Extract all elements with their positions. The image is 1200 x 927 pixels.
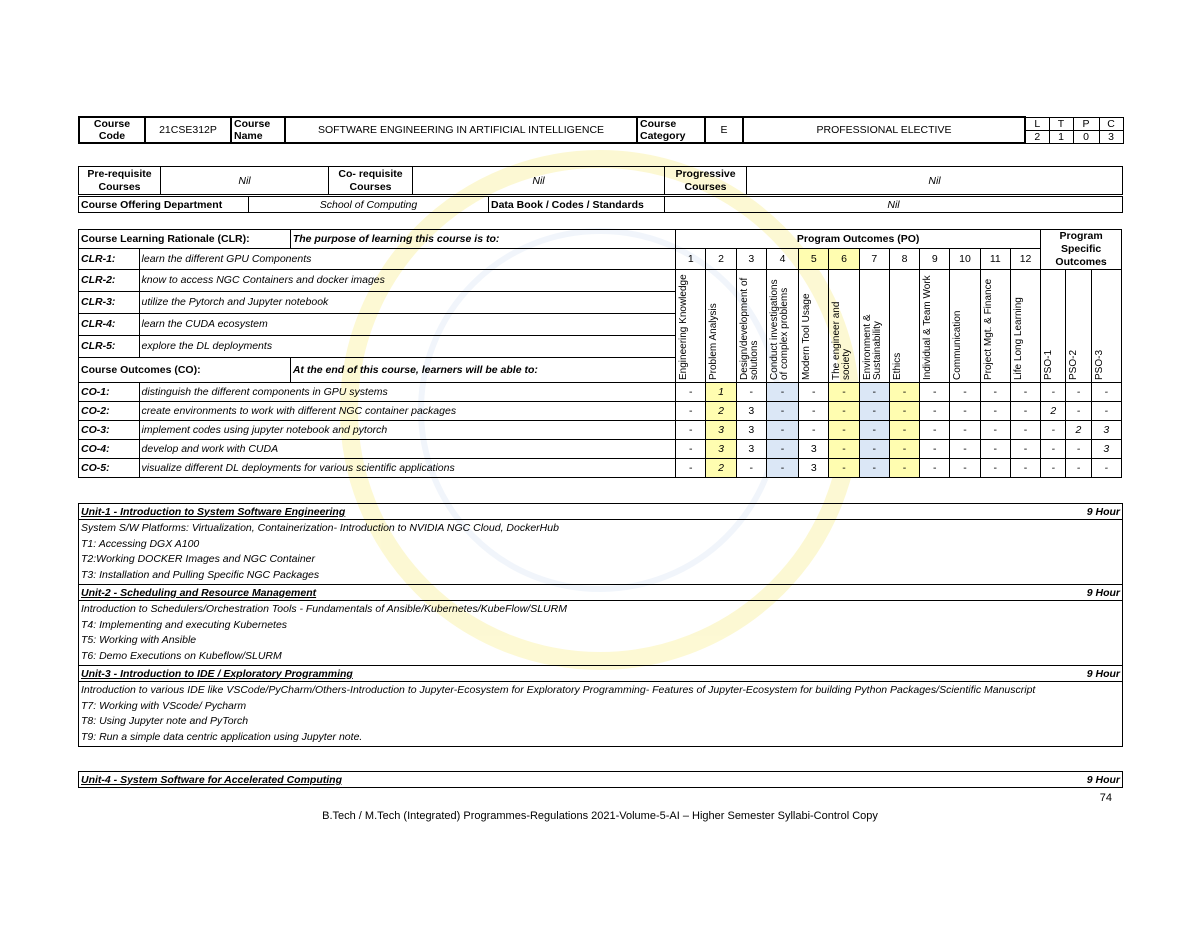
- co-po-value: -: [980, 440, 1010, 459]
- unit-practical-line: T8: Using Jupyter note and PyTorch: [81, 715, 249, 727]
- co-po-value: -: [766, 440, 798, 459]
- unit-practical-line: T2:Working DOCKER Images and NGC Container: [81, 553, 315, 565]
- co-code: CO-4:: [79, 440, 140, 459]
- co-po-value: -: [980, 402, 1010, 421]
- co-po-value: -: [920, 383, 950, 402]
- co-row: [79, 402, 1122, 421]
- co-po-value: -: [1010, 459, 1040, 478]
- ltpc-label-p: P: [1073, 117, 1099, 130]
- co-code: CO-2:: [79, 402, 140, 421]
- clr-text: explore the DL deployments: [139, 335, 676, 357]
- co-po-value: -: [920, 459, 950, 478]
- unit-title: Unit-4 - System Software for Accelerated Computing: [79, 772, 1059, 788]
- co-po-value: -: [829, 459, 859, 478]
- co-text: develop and work with CUDA: [139, 440, 676, 459]
- unit-topic-line: Introduction to various IDE like VSCode/PyCharm/Others-Introduction to Jupyter-Ecosystem for Exploratory Programming- Features of Jupyter-Ecosystem for building Python Packages/Scientific Manuscript: [81, 684, 1036, 696]
- course-code: 21CSE312P: [145, 117, 231, 143]
- unit-hours: 9 Hour: [1059, 585, 1123, 601]
- co-code: CO-3:: [79, 421, 140, 440]
- po-number: 10: [950, 249, 980, 270]
- co-po-value: -: [799, 402, 829, 421]
- coreq-label: Co- requisite Courses: [329, 167, 413, 195]
- co-po-value: -: [1041, 421, 1066, 440]
- co-po-value: -: [799, 383, 829, 402]
- unit-header-row: [79, 504, 1123, 520]
- unit-body: [79, 520, 1123, 585]
- po-number: 8: [889, 249, 919, 270]
- co-row: [79, 459, 1122, 478]
- course-code-label: Course Code: [79, 117, 145, 143]
- co-po-value: -: [1066, 459, 1091, 478]
- co-text: implement codes using jupyter notebook and pytorch: [139, 421, 676, 440]
- unit-practical-line: T6: Demo Executions on Kubeflow/SLURM: [81, 649, 282, 662]
- co-po-value: -: [676, 440, 706, 459]
- co-po-value: -: [736, 383, 766, 402]
- po-number: 6: [829, 249, 859, 270]
- co-po-value: -: [1010, 402, 1040, 421]
- co-po-value: -: [676, 402, 706, 421]
- co-po-value: 3: [1091, 440, 1121, 459]
- unit-body-row: [79, 520, 1123, 585]
- ltpc-value-p: 0: [1073, 130, 1099, 143]
- clr-text: utilize the Pytorch and Jupyter notebook: [139, 291, 676, 313]
- co-po-value: -: [859, 383, 889, 402]
- footer-text: B.Tech / M.Tech (Integrated) Programmes-Regulations 2021-Volume-5-AI – Higher Semester Syllabi-Control Copy: [322, 810, 878, 822]
- co-po-value: 3: [799, 459, 829, 478]
- course-category-label: Course Category: [637, 117, 705, 143]
- co-po-value: -: [920, 440, 950, 459]
- unit-practical-line: T7: Working with VScode/ Pycharm: [81, 699, 247, 712]
- co-po-value: 3: [706, 421, 736, 440]
- co-row: [79, 421, 1122, 440]
- po-name: The engineer and society: [829, 270, 859, 383]
- co-po-value: -: [829, 421, 859, 440]
- co-po-value: 3: [799, 440, 829, 459]
- po-number: 11: [980, 249, 1010, 270]
- co-po-value: -: [766, 459, 798, 478]
- co-po-value: -: [950, 421, 980, 440]
- po-number: 7: [859, 249, 889, 270]
- co-po-value: -: [950, 459, 980, 478]
- po-number: 4: [766, 249, 798, 270]
- clr-code: CLR-3:: [79, 291, 140, 313]
- pso-name: PSO-3: [1091, 270, 1121, 383]
- co-po-value: -: [889, 459, 919, 478]
- course-category: E: [705, 117, 743, 143]
- co-po-value: -: [1091, 402, 1121, 421]
- unit-topic-line: System S/W Platforms: Virtualization, Containerization- Introduction to NVIDIA NGC Cloud, DockerHub: [81, 522, 559, 534]
- co-end-label: At the end of this course, learners will be able to:: [290, 357, 675, 382]
- po-name: Life Long Learning: [1010, 270, 1040, 383]
- ltpc-label-c: C: [1099, 117, 1123, 130]
- clr-code: CLR-4:: [79, 313, 140, 335]
- unit-hours: 9 Hour: [1059, 666, 1123, 682]
- po-name: Environment & Sustainability: [859, 270, 889, 383]
- po-number: 3: [736, 249, 766, 270]
- outcomes-matrix: [78, 229, 1122, 478]
- po-name: Conduct investigations of complex problems: [766, 270, 798, 383]
- co-po-value: -: [676, 459, 706, 478]
- co-po-value: -: [1010, 440, 1040, 459]
- co-po-value: -: [1010, 383, 1040, 402]
- po-name: Communication: [950, 270, 980, 383]
- clr-code: CLR-1:: [79, 249, 140, 270]
- clr-text: know to access NGC Containers and docker images: [139, 270, 676, 292]
- co-po-value: -: [889, 402, 919, 421]
- co-code: CO-5:: [79, 459, 140, 478]
- ltpc-value-c: 3: [1099, 130, 1123, 143]
- unit-practical-line: T3: Installation and Pulling Specific NGC Packages: [81, 568, 320, 581]
- po-number: 12: [1010, 249, 1040, 270]
- clr-text: learn the CUDA ecosystem: [139, 313, 676, 335]
- co-po-value: -: [950, 440, 980, 459]
- po-name: Design/development of solutions: [736, 270, 766, 383]
- co-po-value: 3: [706, 440, 736, 459]
- po-name: Problem Analysis: [706, 270, 736, 383]
- po-name: Individual & Team Work: [920, 270, 950, 383]
- co-header-label: Course Outcomes (CO):: [79, 357, 291, 382]
- po-number: 5: [799, 249, 829, 270]
- unit-title: Unit-1 - Introduction to System Software Engineering: [79, 504, 1059, 520]
- dept-value: School of Computing: [249, 197, 489, 213]
- co-po-value: 2: [1041, 402, 1066, 421]
- ltpc-value-t: 1: [1049, 130, 1073, 143]
- progressive-label: Progressive Courses: [665, 167, 747, 195]
- coreq-value: Nil: [413, 167, 665, 195]
- unit-topic-line: Introduction to Schedulers/Orchestration Tools - Fundamentals of Ansible/Kubernetes/KubeFlow/SLURM: [81, 603, 567, 615]
- co-po-value: -: [1091, 383, 1121, 402]
- units-table: [78, 503, 1123, 747]
- unit-body-row: [79, 601, 1123, 666]
- unit-practical-line: T9: Run a simple data centric application using Jupyter note.: [81, 730, 363, 743]
- unit-title: Unit-3 - Introduction to IDE / Exploratory Programming: [79, 666, 1059, 682]
- co-po-value: -: [859, 421, 889, 440]
- co-po-value: -: [889, 383, 919, 402]
- unit-4-table: [78, 771, 1123, 788]
- co-po-value: 3: [1091, 421, 1121, 440]
- course-name: SOFTWARE ENGINEERING IN ARTIFICIAL INTELLIGENCE: [285, 117, 637, 143]
- co-po-value: -: [829, 383, 859, 402]
- po-header: Program Outcomes (PO): [676, 230, 1041, 249]
- prereq-label: Pre-requisite Courses: [79, 167, 161, 195]
- po-name: Ethics: [889, 270, 919, 383]
- co-po-value: -: [920, 402, 950, 421]
- pso-name: PSO-1: [1041, 270, 1066, 383]
- co-po-value: -: [799, 421, 829, 440]
- co-po-value: 3: [736, 421, 766, 440]
- po-number: 2: [706, 249, 736, 270]
- databook-value: Nil: [665, 197, 1123, 213]
- co-po-value: -: [859, 459, 889, 478]
- co-po-value: -: [889, 440, 919, 459]
- ltpc-label-t: T: [1049, 117, 1073, 130]
- co-po-value: -: [1041, 383, 1066, 402]
- po-name: Project Mgt. & Finance: [980, 270, 1010, 383]
- co-po-value: -: [889, 421, 919, 440]
- co-po-value: -: [1091, 459, 1121, 478]
- pso-name: PSO-2: [1066, 270, 1091, 383]
- co-po-value: 3: [736, 402, 766, 421]
- co-po-value: -: [920, 421, 950, 440]
- clr-text: learn the different GPU Components: [139, 249, 676, 270]
- co-po-value: -: [676, 383, 706, 402]
- co-po-value: -: [1066, 440, 1091, 459]
- clr-code: CLR-5:: [79, 335, 140, 357]
- page-number: 74: [1099, 792, 1112, 804]
- co-po-value: -: [1041, 459, 1066, 478]
- po-name: Engineering Knowledge: [676, 270, 706, 383]
- unit-header-row: [79, 666, 1123, 682]
- category-name: PROFESSIONAL ELECTIVE: [743, 117, 1025, 143]
- co-po-value: -: [1066, 383, 1091, 402]
- course-header-table: [78, 116, 1124, 144]
- clr-code: CLR-2:: [79, 270, 140, 292]
- co-po-value: -: [1010, 421, 1040, 440]
- unit-hours: 9 Hour: [1059, 772, 1123, 788]
- co-row: [79, 440, 1122, 459]
- co-po-value: -: [980, 383, 1010, 402]
- co-po-value: -: [980, 459, 1010, 478]
- co-po-value: -: [859, 402, 889, 421]
- unit-body: [79, 601, 1123, 666]
- co-po-value: -: [829, 402, 859, 421]
- co-po-value: -: [736, 459, 766, 478]
- unit-body: [79, 682, 1123, 747]
- prereq-value: Nil: [161, 167, 329, 195]
- co-po-value: -: [1041, 440, 1066, 459]
- co-po-value: 1: [706, 383, 736, 402]
- clr-purpose-label: The purpose of learning this course is to:: [290, 230, 675, 249]
- po-number: 9: [920, 249, 950, 270]
- co-rows: [79, 383, 1122, 478]
- co-text: distinguish the different components in GPU systems: [139, 383, 676, 402]
- po-number: 1: [676, 249, 706, 270]
- databook-label: Data Book / Codes / Standards: [489, 197, 665, 213]
- ltpc-label-l: L: [1025, 117, 1049, 130]
- unit-hours: 9 Hour: [1059, 504, 1123, 520]
- co-po-value: -: [676, 421, 706, 440]
- co-po-value: -: [859, 440, 889, 459]
- course-name-label: Course Name: [231, 117, 285, 143]
- co-po-value: -: [1066, 402, 1091, 421]
- co-po-value: -: [950, 383, 980, 402]
- prerequisite-table: [78, 166, 1123, 195]
- co-po-value: 2: [706, 402, 736, 421]
- co-po-value: -: [950, 402, 980, 421]
- co-po-value: 2: [1066, 421, 1091, 440]
- co-code: CO-1:: [79, 383, 140, 402]
- co-text: visualize different DL deployments for various scientific applications: [139, 459, 676, 478]
- unit-body-row: [79, 682, 1123, 747]
- co-po-value: -: [766, 421, 798, 440]
- ltpc-value-l: 2: [1025, 130, 1049, 143]
- unit-practical-line: T1: Accessing DGX A100: [81, 537, 200, 550]
- progressive-value: Nil: [747, 167, 1123, 195]
- co-po-value: 2: [706, 459, 736, 478]
- department-table: [78, 196, 1123, 213]
- dept-label: Course Offering Department: [79, 197, 249, 213]
- unit-title: Unit-2 - Scheduling and Resource Management: [79, 585, 1059, 601]
- co-po-value: -: [766, 402, 798, 421]
- unit-practical-line: T5: Working with Ansible: [81, 634, 197, 646]
- co-po-value: -: [766, 383, 798, 402]
- co-po-value: -: [829, 440, 859, 459]
- co-po-value: -: [980, 421, 1010, 440]
- unit-header-row: [79, 585, 1123, 601]
- co-po-value: 3: [736, 440, 766, 459]
- co-text: create environments to work with different NGC container packages: [139, 402, 676, 421]
- co-row: [79, 383, 1122, 402]
- pso-header: Program Specific Outcomes: [1041, 230, 1122, 270]
- clr-header-label: Course Learning Rationale (CLR):: [79, 230, 291, 249]
- po-name: Modern Tool Usage: [799, 270, 829, 383]
- unit-practical-line: T4: Implementing and executing Kubernetes: [81, 618, 288, 631]
